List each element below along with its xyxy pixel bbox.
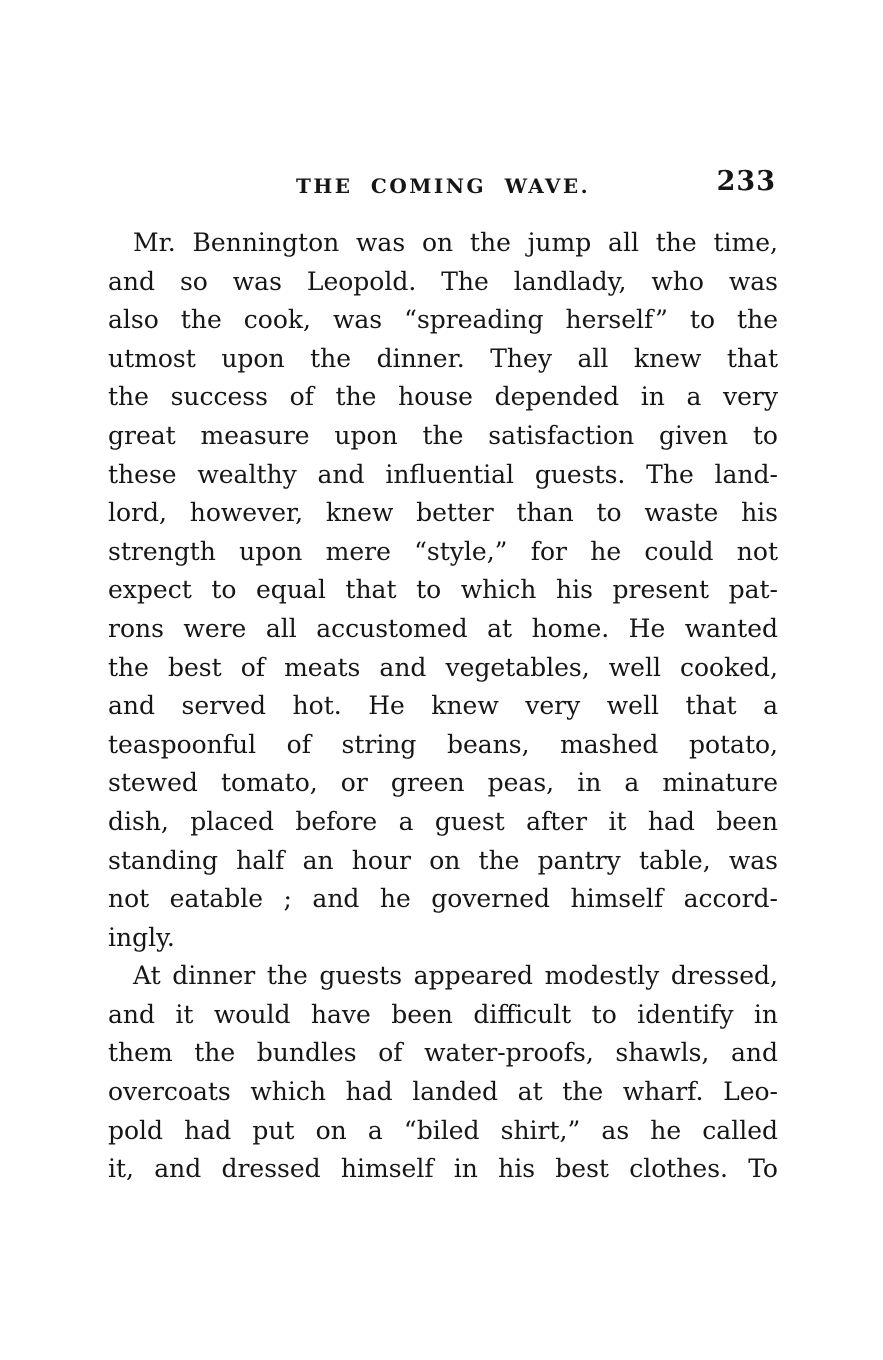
text-line: great measure upon the satisfaction given to [108, 420, 778, 450]
text-line: lord, however, knew better than to waste his [108, 498, 778, 528]
text-line: and served hot. He knew very well that a [108, 691, 778, 721]
page-number: 233 [716, 166, 776, 197]
text-line: also the cook, was “spreading herself” to the [108, 305, 778, 335]
text-line: rons were all accustomed at home. He wanted [108, 613, 778, 643]
text-line: At dinner the guests appeared modestly dressed, [133, 961, 778, 991]
text-line: Mr. Bennington was on the jump all the time, [133, 228, 778, 257]
text-line: ingly. [108, 922, 175, 952]
text-line: expect to equal that to which his present pat- [108, 575, 778, 605]
running-title: THE COMING WAVE. [295, 174, 591, 198]
text-line: the best of meats and vegetables, well cooked, [108, 652, 778, 682]
text-line: the success of the house depended in a very [108, 382, 778, 412]
text-line: not eatable ; and he governed himself accord- [108, 884, 778, 914]
page-header [108, 166, 778, 206]
paragraph-2 [108, 957, 778, 1189]
paragraph-1 [108, 224, 778, 957]
text-line: strength upon mere “style,” for he could not [108, 536, 778, 566]
text-line: stewed tomato, or green peas, in a minature [108, 768, 778, 798]
text-line: it, and dressed himself in his best clothes. To [108, 1154, 778, 1184]
text-line: and so was Leopold. The landlady, who was [108, 266, 778, 296]
text-line: pold had put on a “biled shirt,” as he called [108, 1115, 778, 1145]
text-line: standing half an hour on the pantry table, was [108, 845, 778, 875]
text-line: them the bundles of water-proofs, shawls, and [108, 1038, 778, 1068]
text-line: and it would have been difficult to identify in [108, 999, 778, 1029]
page-body [108, 224, 778, 1189]
text-line: utmost upon the dinner. They all knew that [108, 343, 778, 373]
text-line: teaspoonful of string beans, mashed potato, [108, 729, 778, 759]
text-line: overcoats which had landed at the wharf. Leo- [108, 1077, 778, 1107]
text-line: dish, placed before a guest after it had been [108, 806, 778, 836]
text-line: these wealthy and influential guests. The land- [108, 459, 778, 489]
